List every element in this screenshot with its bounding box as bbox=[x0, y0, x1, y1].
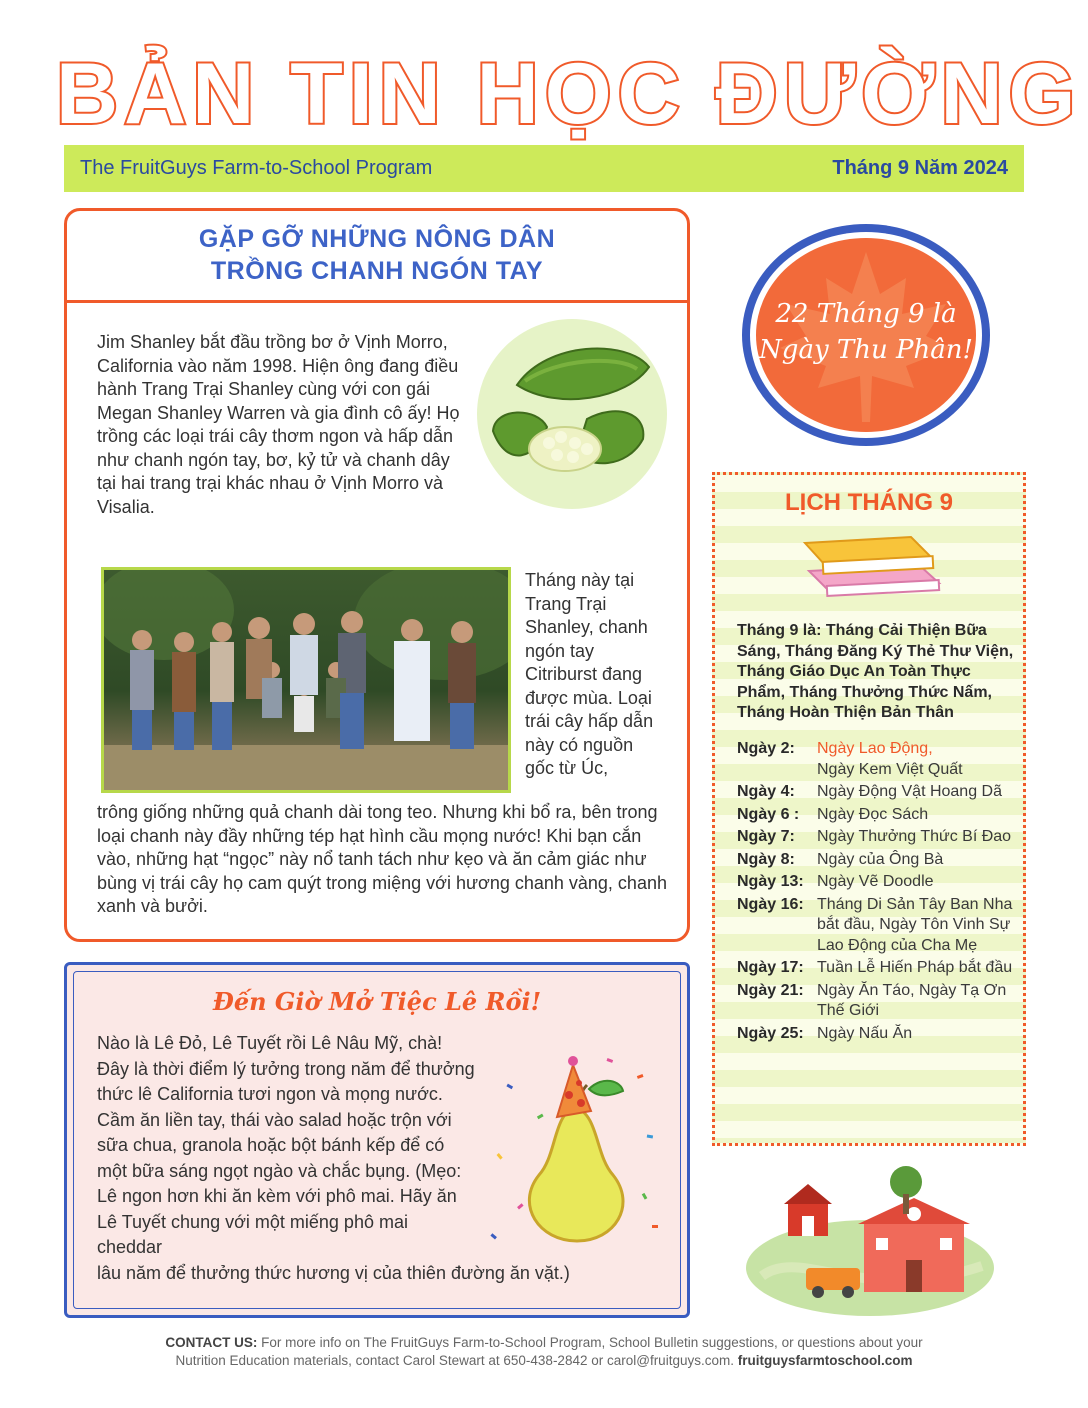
entry-day: Ngày 25: bbox=[737, 1024, 804, 1042]
pear-text-main: Nào là Lê Đỏ, Lê Tuyết rồi Lê Nâu Mỹ, chà! Đây là thời điểm lý tưởng trong năm để thưởng thức lê California tươi ngon và mọng nước. Cầm ăn liền tay, thái vào salad hoặc trộn với sữa chua, granola hoặc bột bánh kếp để có một bữa sáng ngọt ngào và chắc bụng. (Mẹo: Lê ngon hơn khi ăn kèm với phô mai. Hãy ăn Lê Tuyết chung với một miếng phô mai cheddar bbox=[97, 1033, 475, 1257]
equinox-text bbox=[742, 296, 990, 368]
finger-lime-image bbox=[477, 319, 667, 509]
pear-party-box bbox=[64, 962, 690, 1318]
article-paragraph-3: trông giống những quả chanh dài tong teo. Nhưng khi bổ ra, bên trong loại chanh này đầy những tép hạt hình cầu mọng nước! Khi bạn cắn vào, những hạt “ngọc” này nổ tanh tách như kẹo và ăn cảm giác như bùng vị trái cây họ cam quýt trong miệng với hương chanh vàng, chanh xanh và bưởi. bbox=[97, 802, 667, 916]
farmer-family-photo bbox=[101, 567, 511, 793]
september-calendar bbox=[712, 472, 1026, 1146]
article-paragraph-2: Tháng này tại Trang Trại Shanley, chanh ngón tay Citriburst đang được mùa. Loại trái cây hấp dẫn này có nguồn gốc từ Úc, bbox=[525, 570, 654, 778]
calendar-entry bbox=[737, 1024, 1021, 1045]
equinox-badge bbox=[742, 224, 990, 446]
calendar-title: LỊCH THÁNG 9 bbox=[785, 489, 953, 516]
entry-event: Tuần Lễ Hiến Pháp bắt đầu bbox=[817, 959, 1013, 976]
entry-event: Tháng Di Sản Tây Ban Nha bắt đầu, Ngày Tôn Vinh Sự Lao Động của Cha Mẹ bbox=[817, 895, 1013, 954]
entry-event bbox=[817, 739, 1017, 780]
contact-footer bbox=[60, 1334, 1028, 1370]
entry-day: Ngày 7: bbox=[737, 828, 795, 845]
footer-text2: Nutrition Education materials, contact Carol Stewart at 650-438-2842 or carol@fruitguys.com. bbox=[175, 1353, 738, 1368]
party-pear-icon bbox=[487, 1045, 667, 1245]
entry-day: Ngày 13: bbox=[737, 873, 804, 890]
calendar-entry bbox=[737, 850, 1021, 871]
awareness-months: Tháng 9 là: Tháng Cải Thiện Bữa Sáng, Tháng Đăng Ký Thẻ Thư Viện, Tháng Giáo Dục An Toàn Thực Phẩm, Tháng Thưởng Thức Nấm, Tháng Hoàn Thiện Bản Thân bbox=[737, 622, 1014, 721]
calendar-entry bbox=[737, 958, 1021, 979]
calendar-entry bbox=[737, 739, 1021, 780]
article-header bbox=[67, 211, 687, 303]
entry-day: Ngày 17: bbox=[737, 959, 804, 976]
newsletter-title: BẢN TIN HỌC ĐƯỜNG bbox=[56, 46, 1082, 142]
entry-day: Ngày 16: bbox=[737, 895, 804, 913]
entry-event: Ngày Đọc Sách bbox=[817, 805, 929, 823]
pear-text-last: lâu năm để thưởng thức hương vị của thiên đường ăn vặt.) bbox=[97, 1262, 570, 1283]
calendar-entry bbox=[737, 895, 1021, 957]
issue-date: Tháng 9 Năm 2024 bbox=[832, 157, 1008, 179]
entry-day: Ngày 8: bbox=[737, 850, 795, 868]
entry-day: Ngày 6 : bbox=[737, 805, 800, 823]
footer-label: CONTACT US: bbox=[165, 1335, 258, 1350]
equinox-line2: Ngày Thu Phân! bbox=[759, 335, 973, 365]
entry-event: Ngày Vẽ Doodle bbox=[817, 873, 934, 890]
finger-lime-illustration bbox=[477, 319, 667, 509]
calendar-entries bbox=[737, 739, 1021, 1046]
entry-event: Ngày Động Vật Hoang Dã bbox=[817, 783, 1002, 800]
calendar-entry bbox=[737, 827, 1021, 848]
footer-website-link[interactable]: fruitguysfarmtoschool.com bbox=[737, 1353, 913, 1368]
calendar-entry bbox=[737, 782, 1021, 803]
entry-day: Ngày 4: bbox=[737, 783, 795, 800]
calendar-entry bbox=[737, 981, 1021, 1022]
entry-event: Ngày Ăn Táo, Ngày Tạ Ơn Thế Giới bbox=[817, 981, 1007, 1019]
calendar-entry bbox=[737, 805, 1021, 826]
entry-event: Ngày Nấu Ăn bbox=[817, 1024, 913, 1042]
pear-title: Đến Giờ Mở Tiệc Lê Rồi! bbox=[212, 987, 542, 1016]
entry-highlight: Ngày Lao Động, bbox=[817, 740, 933, 757]
equinox-line1: 22 Tháng 9 là bbox=[775, 299, 957, 329]
footer-line1 bbox=[60, 1334, 1028, 1352]
entry-event-text: Ngày Kem Việt Quất bbox=[817, 760, 963, 778]
calendar-entry bbox=[737, 872, 1021, 893]
entry-day: Ngày 2: bbox=[737, 740, 795, 757]
article-title-line1: GẶP GỠ NHỮNG NÔNG DÂN bbox=[198, 225, 556, 253]
entry-event: Ngày của Ông Bà bbox=[817, 850, 944, 868]
article-title-line2: TRỒNG CHANH NGÓN TAY bbox=[210, 257, 544, 285]
entry-day: Ngày 21: bbox=[737, 981, 804, 999]
program-banner bbox=[64, 145, 1024, 192]
footer-line2 bbox=[60, 1352, 1028, 1370]
article-paragraph-1: Jim Shanley bắt đầu trồng bơ ở Vịnh Morro, California vào năm 1998. Hiện ông đang điều hành Trang Trại Shanley cùng với con gái Megan Shanley Warren và gia đình cô ấy! Họ trồng các loại trái cây thơm ngon và hấp dẫn như chanh ngón tay, bơ, kỷ tử và chanh dây tại hai trang trại khác nhau ở Vịnh Morro và Visalia. bbox=[97, 332, 460, 517]
books-icon bbox=[799, 531, 949, 607]
family-group-illustration bbox=[104, 570, 511, 793]
farm-school-illustration bbox=[742, 1156, 998, 1320]
footer-text1: For more info on The FruitGuys Farm-to-School Program, School Bulletin suggestions, or questions about your bbox=[257, 1335, 923, 1350]
entry-event: Ngày Thưởng Thức Bí Đao bbox=[817, 828, 1012, 845]
program-name: The FruitGuys Farm-to-School Program bbox=[80, 157, 433, 179]
farmer-article bbox=[64, 208, 690, 942]
